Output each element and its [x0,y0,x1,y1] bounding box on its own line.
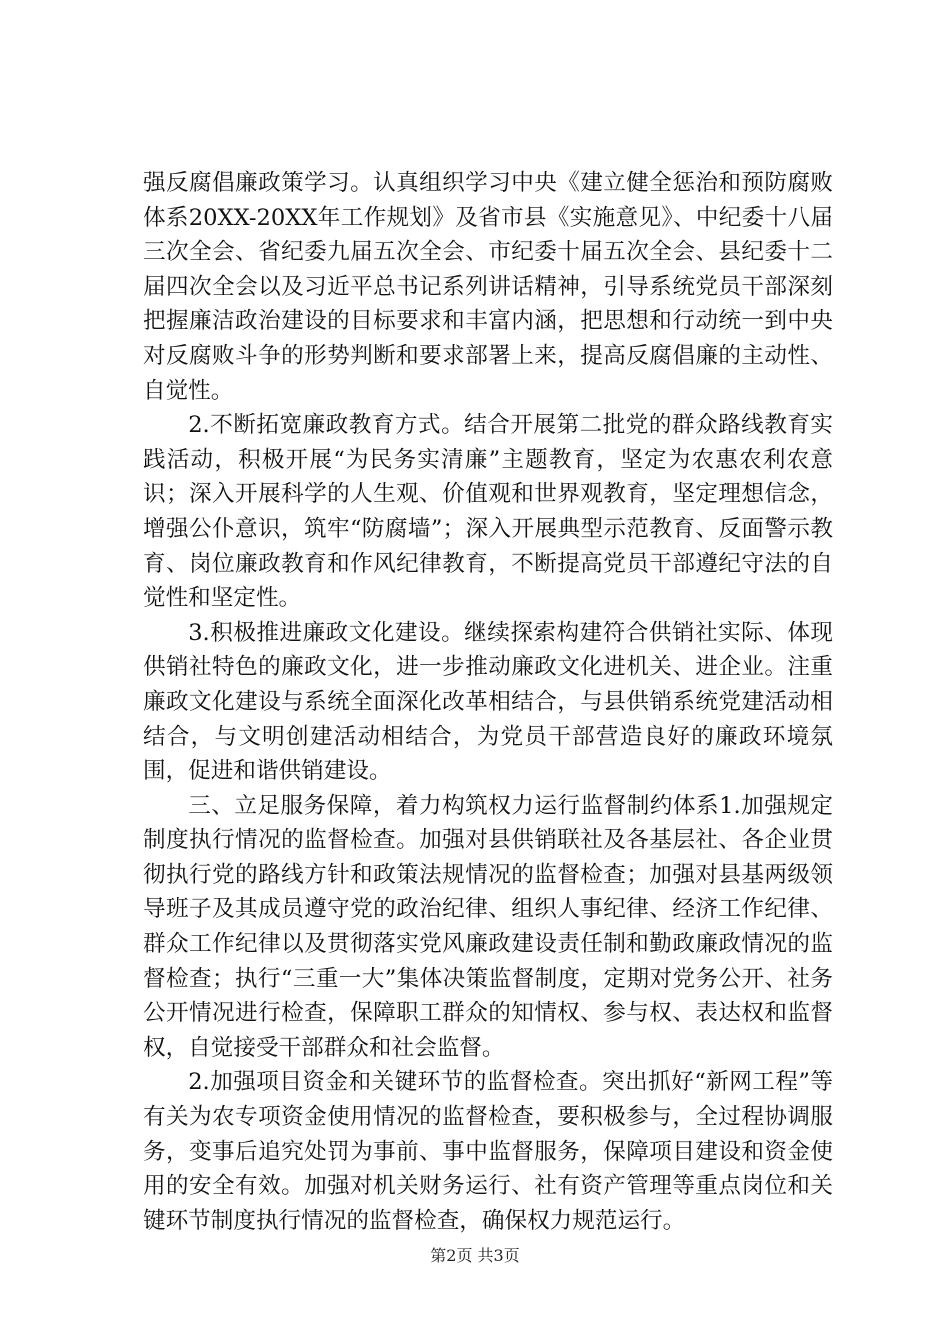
paragraph-project-funds: 2.加强项目资金和关键环节的监督检查。突出抓好“新网工程”等有关为农专项资金使用情况的监督检查，要积极参与，全过程协调服务，变事后追究处罚为事前、事中监督服务，保障项目建设和资金使用的安全有效。加强对机关财务运行、社有资产管理等重点岗位和关键环节制度执行情况的监督检查，确保权力规范运行。 [143,1069,833,1234]
paragraph-culture-building: 3.积极推进廉政文化建设。继续探索构建符合供销社实际、体现供销社特色的廉政文化，进一步推动廉政文化进机关、进企业。注重廉政文化建设与系统全面深化改革相结合，与县供销系统党建活动相结合，与文明创建活动相结合，为党员干部营造良好的廉政环境氛围，促进和谐供销建设。 [143,619,833,785]
paragraph-supervision-system: 三、立足服务保障，着力构筑权力运行监督制约体系1.加强规定制度执行情况的监督检查。加强对县供销联社及各基层社、各企业贯彻执行党的路线方针和政策法规情况的监督检查；加强对县基两级领导班子及其成员遵守党的政治纪律、组织人事纪律、经济工作纪律、群众工作纪律以及贯彻落实党风廉政建设责任制和勤政廉政情况的监督检查；执行“三重一大”集体决策监督制度，定期对党务公开、社务公开情况进行检查，保障职工群众的知情权、参与权、表达权和监督权，自觉接受干部群众和社会监督。 [143,792,833,1061]
document-body [143,166,833,1238]
paragraph-continued: 强反腐倡廉政策学习。认真组织学习中央《建立健全惩治和预防腐败体系20XX-20XX年工作规划》及省市县《实施意见》、中纪委十八届三次全会、省纪委九届五次全会、市纪委十届五次全会、县纪委十二届四次全会以及习近平总书记系列讲话精神，引导系统党员干部深刻把握廉洁政治建设的目标要求和丰富内涵，把思想和行动统一到中央对反腐败斗争的形势判断和要求部署上来，提高反腐倡廉的主动性、自觉性。 [143,170,833,404]
page-number-footer: 第2页 共3页 [430,1246,520,1265]
paragraph-education-methods: 2.不断拓宽廉政教育方式。结合开展第二批党的群众路线教育实践活动，积极开展“为民务实清廉”主题教育，坚定为农惠农利农意识；深入开展科学的人生观、价值观和世界观教育，坚定理想信念，增强公仆意识，筑牢“防腐墙”；深入开展典型示范教育、反面警示教育、岗位廉政教育和作风纪律教育，不断提高党员干部遵纪守法的自觉性和坚定性。 [143,412,833,612]
